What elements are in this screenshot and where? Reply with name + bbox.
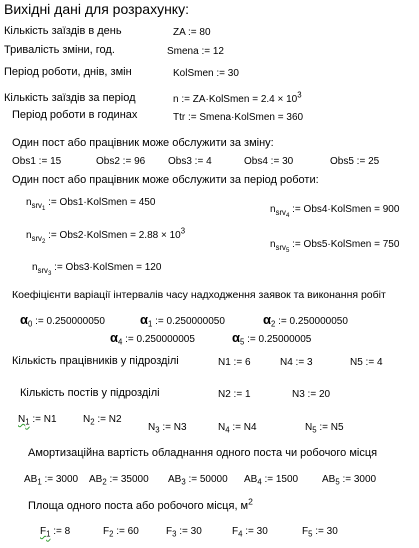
n4-assign: $N_4$ := N4 <box>218 422 257 435</box>
alpha2-formula: $\alpha_2$ := 0.250000050 <box>263 312 348 329</box>
work-period-label: Період роботи, днів, змін <box>4 66 132 78</box>
nsrv4-formula: $n_{srv_4}$ := Obs4·KolSmen = 900 <box>270 204 400 219</box>
shift-duration-label: Тривалість зміни, год. <box>4 44 115 56</box>
n4-formula: N4 := 3 <box>280 357 313 368</box>
n3-formula: N3 := 20 <box>292 389 331 400</box>
work-period-hours-formula: Ttr := Smena·KolSmen = 360 <box>173 112 304 123</box>
page-heading: Вихідні дані для розрахунку: <box>4 1 189 17</box>
nsrv1-formula: $n_{srv_1}$ := Obs1·KolSmen = 450 <box>26 197 156 212</box>
alpha4-formula: $\alpha_4$ := 0.250000005 <box>110 330 195 347</box>
nsrv2-formula: $n_{srv_2}$ := Obs2·KolSmen = $2.88 \times 10^3$ <box>26 226 186 245</box>
f5-formula: $F_5$ := 30 <box>302 526 338 539</box>
alpha1-formula: $\alpha_1$ := 0.250000050 <box>140 312 225 329</box>
f4-formula: $F_4$ := 30 <box>232 526 268 539</box>
ab1-formula: $AB_1$ := 3000 <box>24 474 79 487</box>
obs3-formula: Obs3 := 4 <box>168 156 212 167</box>
n2-assign: $N_2$ := N2 <box>83 414 122 427</box>
trips-per-period-label: Кількість заїздів за період <box>4 92 136 104</box>
nsrv5-formula: $n_{srv_5}$ := Obs5·KolSmen = 750 <box>270 239 400 254</box>
f2-formula: $F_2$ := 60 <box>103 526 139 539</box>
work-period-formula: KolSmen := 30 <box>173 68 239 79</box>
workers-label: Кількість працівників у підрозділі <box>12 355 179 367</box>
f1-formula: $F_1$ := 8 <box>40 526 71 539</box>
ab4-formula: $AB_4$ := 1500 <box>244 474 299 487</box>
obs5-formula: Obs5 := 25 <box>330 156 380 167</box>
n1-formula: N1 := 6 <box>218 357 251 368</box>
per-period-heading: Один пост або працівник може обслужити за період роботи: <box>12 174 319 186</box>
ab3-formula: $AB_3$ := 50000 <box>168 474 228 487</box>
area-label: Площа одного поста або робочого місця, $м^2$ <box>28 496 253 512</box>
work-period-hours-label: Період роботи в годинах <box>12 109 138 121</box>
trips-per-day-formula: ZA := 80 <box>173 27 211 38</box>
obs2-formula: Obs2 := 96 <box>96 156 146 167</box>
nsrv3-formula: $n_{srv_3}$ := Obs3·KolSmen = 120 <box>32 262 162 277</box>
alpha0-formula: $\alpha_0$ := 0.250000050 <box>20 312 105 329</box>
f3-formula: $F_3$ := 30 <box>166 526 202 539</box>
n3-assign: $N_3$ := N3 <box>148 422 187 435</box>
posts-label: Кількість постів у підрозділі <box>20 387 160 399</box>
alpha5-formula: $\alpha_5$ := 0.25000005 <box>232 330 312 347</box>
obs1-formula: Obs1 := 15 <box>12 156 62 167</box>
ab2-formula: $AB_2$ := 35000 <box>89 474 149 487</box>
coefficients-heading: Коефіцієнти варіації інтервалів часу надходження заявок та виконання робіт <box>12 289 386 301</box>
n5-formula: N5 := 4 <box>350 357 383 368</box>
n5-assign: $N_5$ := N5 <box>305 422 344 435</box>
trips-per-period-formula: n := ZA·KolSmen = $2.4 \times 10^3$ <box>173 90 302 105</box>
amortization-label: Амортизаційна вартість обладнання одного поста чи робочого місця <box>28 447 378 459</box>
trips-per-day-label: Кількість заїздів в день <box>4 25 122 37</box>
per-shift-heading: Один пост або працівник може обслужити за зміну: <box>12 137 274 149</box>
n2-formula: N2 := 1 <box>218 389 251 400</box>
ab5-formula: $AB_5$ := 3000 <box>322 474 377 487</box>
obs4-formula: Obs4 := 30 <box>244 156 294 167</box>
n1-assign: $N_1$ := N1 <box>18 414 57 427</box>
shift-duration-formula: Smena := 12 <box>167 46 224 57</box>
